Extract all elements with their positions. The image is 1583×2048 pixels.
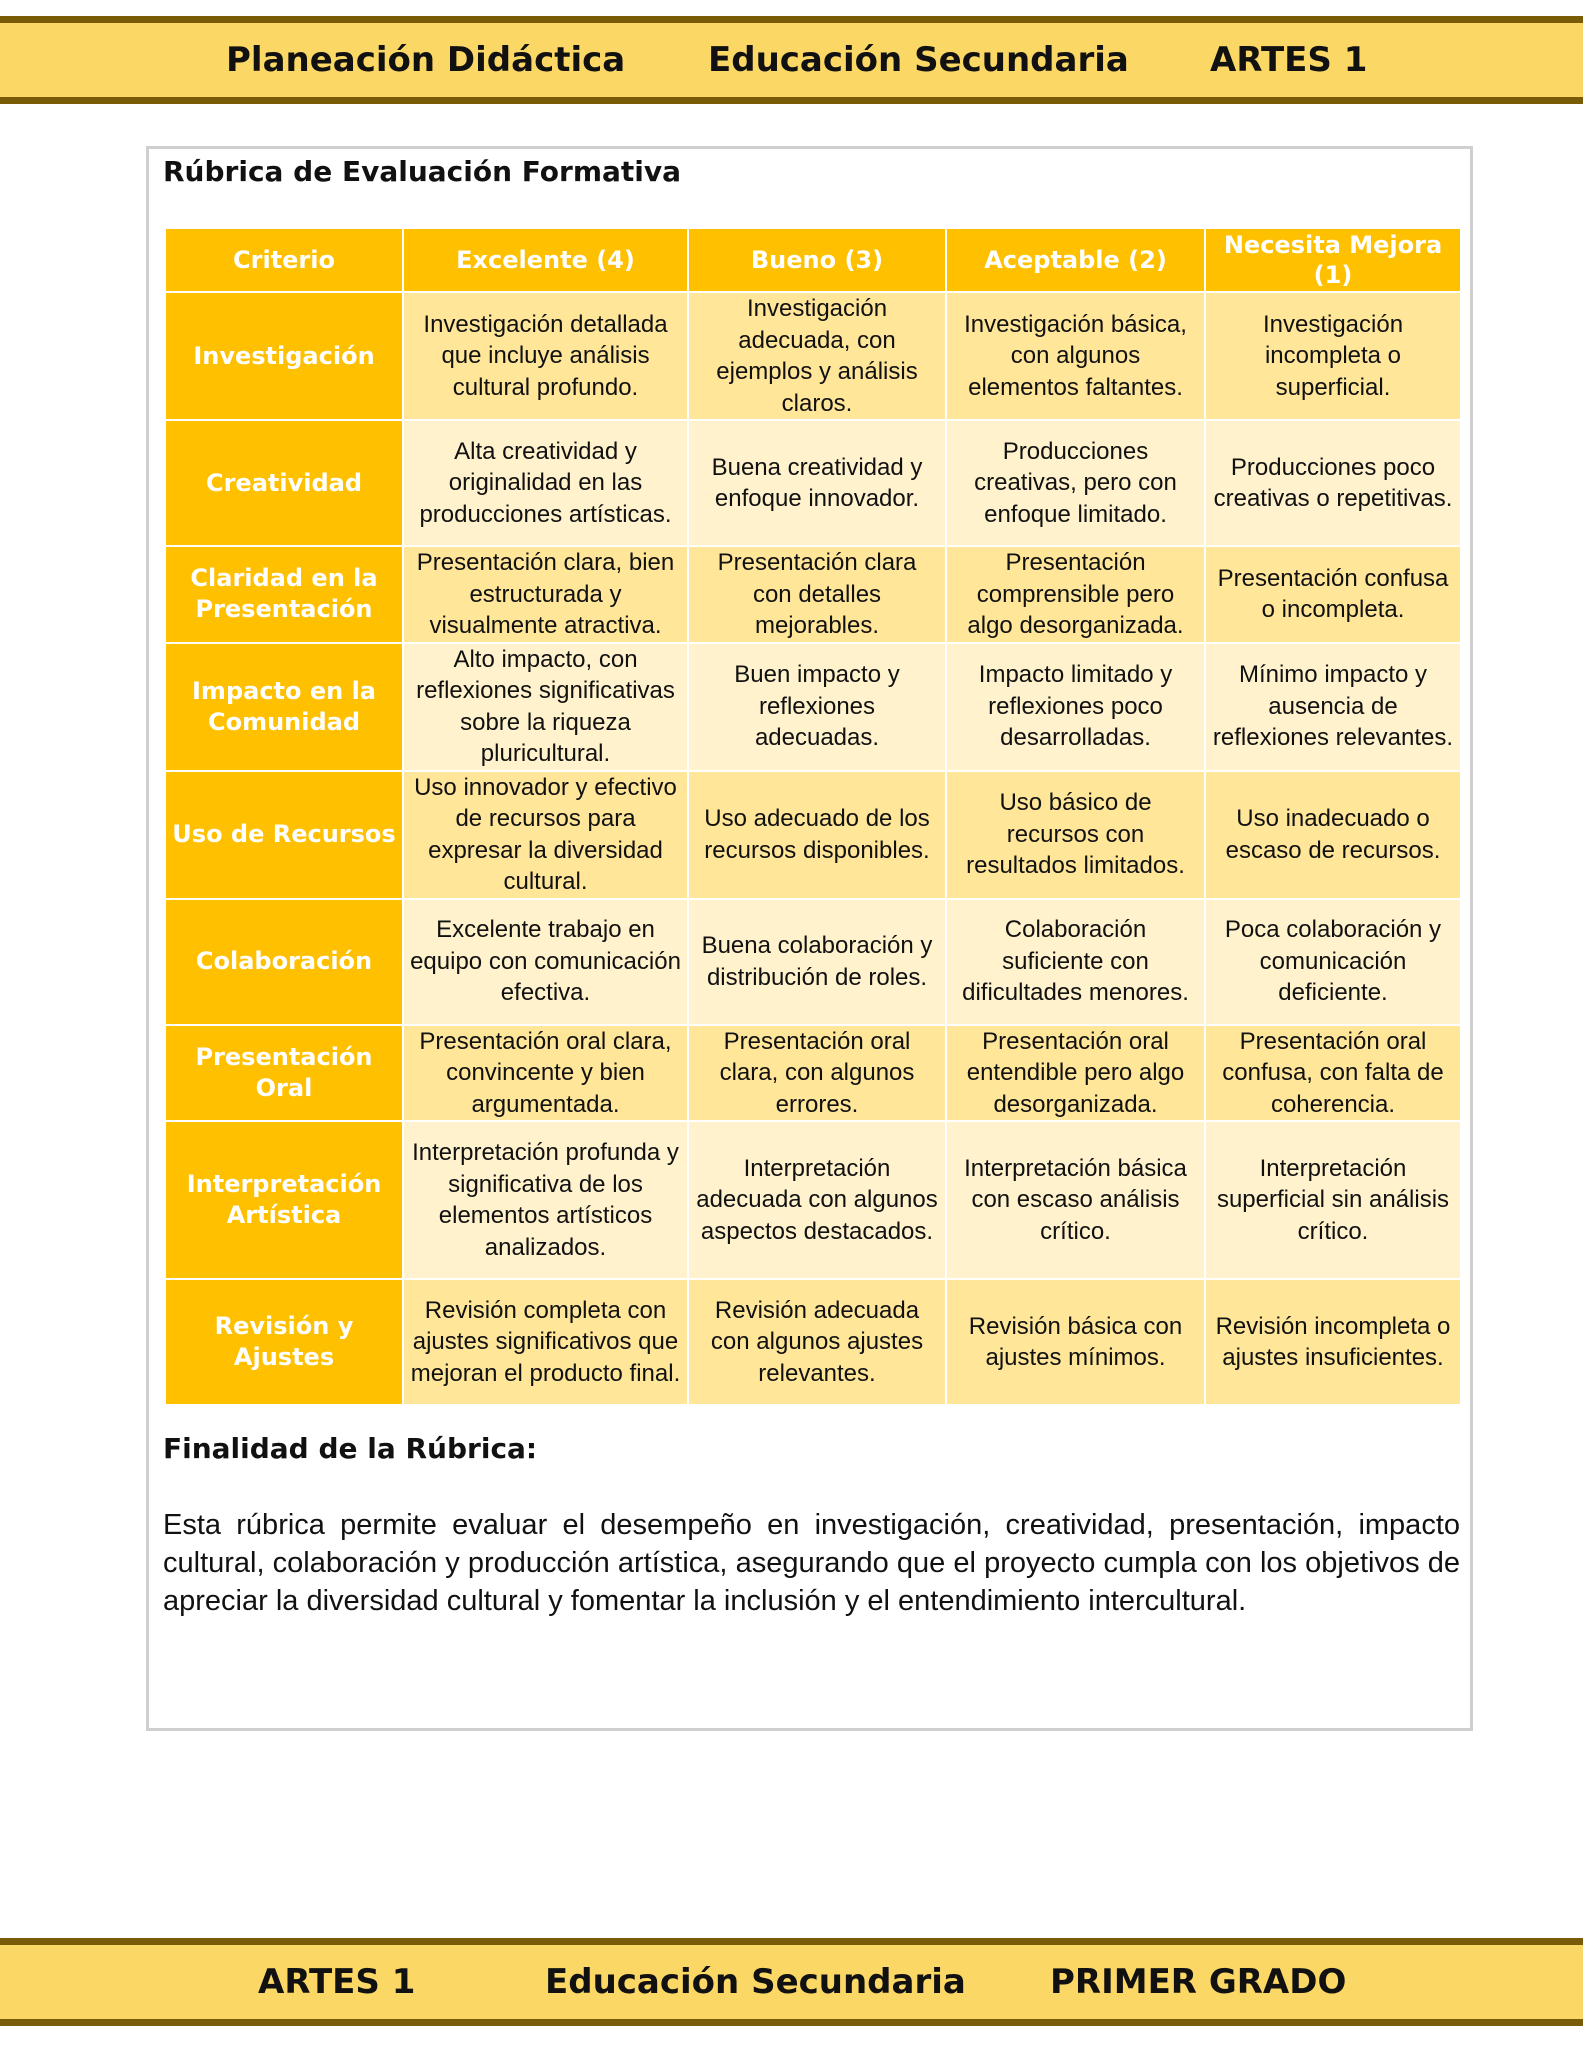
criterion-cell: Colaboración (165, 899, 403, 1025)
criterion-cell: Impacto en la Comunidad (165, 643, 403, 771)
header-center-title: Educación Secundaria (708, 40, 1129, 80)
rubric-cell: Buena colaboración y distribución de roles. (688, 899, 946, 1025)
rubric-cell: Buena creatividad y enfoque innovador. (688, 420, 946, 546)
rubric-cell: Uso adecuado de los recursos disponibles. (688, 771, 946, 899)
column-header-excelente: Excelente (4) (403, 228, 688, 292)
table-row (165, 1025, 1461, 1122)
purpose-heading: Finalidad de la Rúbrica: (163, 1432, 538, 1465)
table-row (165, 1121, 1461, 1279)
column-header-bueno: Bueno (3) (688, 228, 946, 292)
rubric-cell: Uso básico de recursos con resultados limitados. (946, 771, 1205, 899)
criterion-cell: Interpretación Artística (165, 1121, 403, 1279)
rubric-cell: Investigación incompleta o superficial. (1205, 292, 1461, 420)
rubric-cell: Presentación clara con detalles mejorables. (688, 546, 946, 643)
rubric-cell: Presentación comprensible pero algo desorganizada. (946, 546, 1205, 643)
rubric-cell: Mínimo impacto y ausencia de reflexiones relevantes. (1205, 643, 1461, 771)
criterion-cell: Uso de Recursos (165, 771, 403, 899)
rubric-cell: Presentación oral confusa, con falta de coherencia. (1205, 1025, 1461, 1122)
rubric-cell: Interpretación básica con escaso análisis crítico. (946, 1121, 1205, 1279)
page-footer-band (0, 1938, 1583, 2026)
rubric-frame (146, 146, 1473, 1731)
criterion-cell: Creatividad (165, 420, 403, 546)
rubric-cell: Producciones creativas, pero con enfoque limitado. (946, 420, 1205, 546)
rubric-cell: Revisión completa con ajustes significativos que mejoran el producto final. (403, 1279, 688, 1405)
rubric-table (164, 227, 1462, 1406)
rubric-cell: Investigación básica, con algunos elementos faltantes. (946, 292, 1205, 420)
criterion-cell: Claridad en la Presentación (165, 546, 403, 643)
criterion-cell: Revisión y Ajustes (165, 1279, 403, 1405)
rubric-cell: Revisión adecuada con algunos ajustes relevantes. (688, 1279, 946, 1405)
rubric-cell: Presentación oral clara, con algunos errores. (688, 1025, 946, 1122)
table-row (165, 1279, 1461, 1405)
rubric-cell: Impacto limitado y reflexiones poco desarrolladas. (946, 643, 1205, 771)
rubric-cell: Interpretación profunda y significativa de los elementos artísticos analizados. (403, 1121, 688, 1279)
column-header-criterio: Criterio (165, 228, 403, 292)
table-row (165, 546, 1461, 643)
page-header-band (0, 16, 1583, 104)
rubric-cell: Revisión básica con ajustes mínimos. (946, 1279, 1205, 1405)
footer-right-title: PRIMER GRADO (1050, 1962, 1347, 2002)
rubric-cell: Excelente trabajo en equipo con comunicación efectiva. (403, 899, 688, 1025)
rubric-cell: Uso innovador y efectivo de recursos para expresar la diversidad cultural. (403, 771, 688, 899)
rubric-cell: Poca colaboración y comunicación deficiente. (1205, 899, 1461, 1025)
rubric-cell: Investigación adecuada, con ejemplos y análisis claros. (688, 292, 946, 420)
table-row (165, 420, 1461, 546)
header-right-title: ARTES 1 (1210, 40, 1368, 80)
footer-center-title: Educación Secundaria (545, 1962, 966, 2002)
rubric-cell: Colaboración suficiente con dificultades menores. (946, 899, 1205, 1025)
rubric-cell: Revisión incompleta o ajustes insuficientes. (1205, 1279, 1461, 1405)
criterion-cell: Presentación Oral (165, 1025, 403, 1122)
rubric-cell: Uso inadecuado o escaso de recursos. (1205, 771, 1461, 899)
criterion-cell: Investigación (165, 292, 403, 420)
column-header-necesita-mejora: Necesita Mejora (1) (1205, 228, 1461, 292)
footer-left-title: ARTES 1 (258, 1962, 416, 2002)
table-row (165, 643, 1461, 771)
table-row (165, 899, 1461, 1025)
rubric-cell: Alta creatividad y originalidad en las producciones artísticas. (403, 420, 688, 546)
column-header-aceptable: Aceptable (2) (946, 228, 1205, 292)
rubric-cell: Investigación detallada que incluye análisis cultural profundo. (403, 292, 688, 420)
rubric-cell: Presentación clara, bien estructurada y visualmente atractiva. (403, 546, 688, 643)
header-left-title: Planeación Didáctica (226, 40, 626, 80)
table-row (165, 771, 1461, 899)
rubric-cell: Alto impacto, con reflexiones significativas sobre la riqueza pluricultural. (403, 643, 688, 771)
rubric-cell: Presentación oral clara, convincente y bien argumentada. (403, 1025, 688, 1122)
rubric-title: Rúbrica de Evaluación Formativa (163, 155, 682, 188)
table-row (165, 292, 1461, 420)
rubric-cell: Producciones poco creativas o repetitivas. (1205, 420, 1461, 546)
rubric-cell: Buen impacto y reflexiones adecuadas. (688, 643, 946, 771)
rubric-cell: Presentación confusa o incompleta. (1205, 546, 1461, 643)
purpose-paragraph: Esta rúbrica permite evaluar el desempeño en investigación, creatividad, presentación, impacto cultural, colaboración y producción artística, asegurando que el proyecto cumpla con los objetivos de apreciar la diversidad cultural y fomentar la inclusión y el entendimiento intercultural. (163, 1509, 1460, 1617)
rubric-header-row (165, 228, 1461, 292)
rubric-cell: Interpretación superficial sin análisis crítico. (1205, 1121, 1461, 1279)
rubric-cell: Interpretación adecuada con algunos aspectos destacados. (688, 1121, 946, 1279)
rubric-cell: Presentación oral entendible pero algo desorganizada. (946, 1025, 1205, 1122)
